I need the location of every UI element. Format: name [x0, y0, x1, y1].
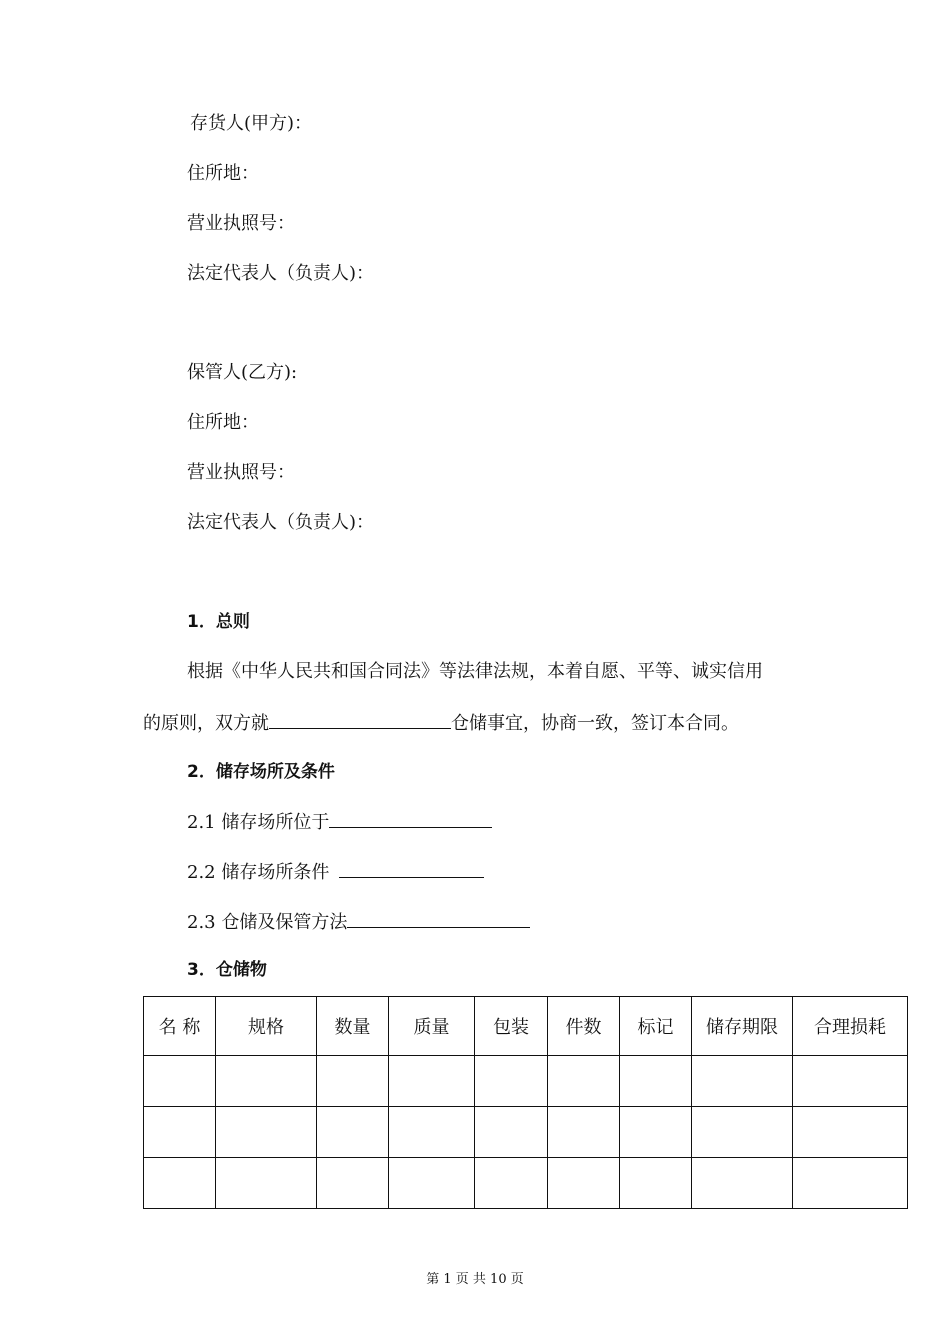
table-cell[interactable]: [548, 1056, 620, 1107]
col-header-quantity: 数量: [317, 997, 389, 1056]
party-b-license: 营业执照号：: [187, 462, 295, 483]
party-a-title: 存货人(甲方)：: [190, 113, 313, 134]
table-cell[interactable]: [548, 1107, 620, 1158]
section1-heading: 1．总则: [187, 612, 250, 632]
col-header-loss: 合理损耗: [793, 997, 908, 1056]
table-row: [144, 1158, 908, 1209]
table-cell[interactable]: [548, 1158, 620, 1209]
table-cell[interactable]: [216, 1056, 317, 1107]
page-footer: 第 1 页 共 10 页: [426, 1272, 524, 1287]
col-header-spec: 规格: [216, 997, 317, 1056]
party-b-address: 住所地：: [187, 412, 259, 433]
section1-para-line1: 根据《中华人民共和国合同法》等法律法规，本着自愿、平等、诚实信用: [187, 661, 763, 682]
table-cell[interactable]: [475, 1158, 548, 1209]
table-cell[interactable]: [317, 1158, 389, 1209]
table-cell[interactable]: [692, 1056, 793, 1107]
table-cell[interactable]: [793, 1056, 908, 1107]
table-cell[interactable]: [144, 1056, 216, 1107]
table-cell[interactable]: [620, 1056, 692, 1107]
section1-para-before: 的原则，双方就: [143, 713, 269, 734]
section3-heading: 3．仓储物: [187, 960, 267, 980]
method-blank[interactable]: [347, 909, 530, 928]
section2-heading: 2．储存场所及条件: [187, 762, 335, 782]
goods-table: [143, 996, 908, 1209]
table-cell[interactable]: [216, 1107, 317, 1158]
section2-item3: [187, 909, 530, 935]
col-header-quality: 质量: [389, 997, 475, 1056]
location-blank[interactable]: [329, 809, 492, 828]
section1-para-line2: [143, 710, 739, 736]
table-cell[interactable]: [620, 1107, 692, 1158]
col-header-packaging: 包装: [475, 997, 548, 1056]
subject-blank[interactable]: [269, 710, 451, 729]
party-a-license: 营业执照号：: [187, 213, 295, 234]
col-header-storage-period: 储存期限: [692, 997, 793, 1056]
section2-item2: [187, 859, 484, 885]
table-cell[interactable]: [692, 1107, 793, 1158]
party-b-representative: 法定代表人（负责人)：: [187, 512, 375, 533]
table-cell[interactable]: [793, 1158, 908, 1209]
table-cell[interactable]: [475, 1056, 548, 1107]
table-cell[interactable]: [692, 1158, 793, 1209]
table-cell[interactable]: [475, 1107, 548, 1158]
party-a-representative: 法定代表人（负责人)：: [187, 263, 375, 284]
table-row: [144, 1107, 908, 1158]
section2-item1-label: 2.1 储存场所位于: [187, 812, 330, 833]
section2-item2-label: 2.2 储存场所条件: [187, 862, 330, 883]
conditions-blank[interactable]: [339, 859, 484, 878]
table-cell[interactable]: [216, 1158, 317, 1209]
table-cell[interactable]: [389, 1107, 475, 1158]
table-cell[interactable]: [620, 1158, 692, 1209]
section1-para-after: 仓储事宜，协商一致，签订本合同。: [451, 713, 739, 734]
party-a-address: 住所地：: [187, 163, 259, 184]
table-cell[interactable]: [389, 1158, 475, 1209]
party-b-title: 保管人(乙方):: [187, 362, 298, 383]
table-cell[interactable]: [389, 1056, 475, 1107]
section2-item1: [187, 809, 492, 835]
section2-item3-label: 2.3 仓储及保管方法: [187, 912, 348, 933]
table-cell[interactable]: [144, 1107, 216, 1158]
table-cell[interactable]: [317, 1056, 389, 1107]
table-cell[interactable]: [793, 1107, 908, 1158]
table-row: [144, 1056, 908, 1107]
col-header-pieces: 件数: [548, 997, 620, 1056]
table-header-row: [144, 997, 908, 1056]
table-cell[interactable]: [144, 1158, 216, 1209]
table-cell[interactable]: [317, 1107, 389, 1158]
col-header-mark: 标记: [620, 997, 692, 1056]
col-header-name: 名 称: [144, 997, 216, 1056]
